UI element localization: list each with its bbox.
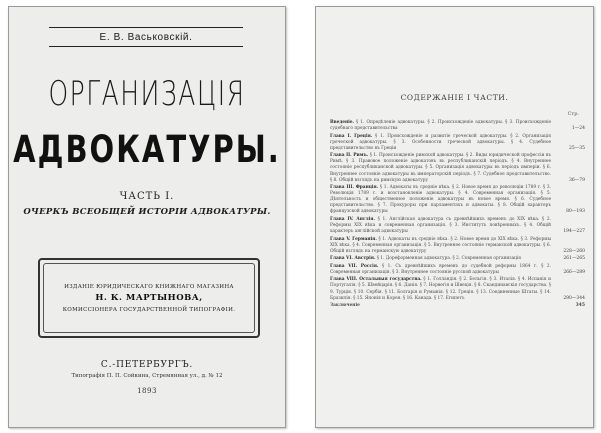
author-banner	[49, 27, 243, 47]
entry-text: § 1. Происхожденіе и развитіе греческой адвокатуры. § 2. Организація греческой адвокатуры. § 3. Особенности греческой адвокатуры. § 4. Судебное представительство въ Греціи	[330, 133, 551, 151]
part-number: ЧАСТЬ I.	[119, 191, 175, 202]
entry-pages: 228—260	[563, 248, 585, 254]
rule	[49, 46, 243, 47]
entry-heading: Глава VIII. Остальныя государства.	[330, 277, 422, 283]
entry-text: § 1. Происхожденіе римской адвокатуры. § 2. Виды юридической профессіи въ Римѣ. § 3. Правовое положеніе адвокатовъ въ республиканскій періодъ. § 4. Внутреннее состояніе республиканской адвокатуры. § 5. Организація адвокатуры въ періодъ имперіи. § 6. Внутреннее состояніе адвокатуры въ императорскій періодъ. § 7. Судебное представительство. § 8. Общій взглядъ на римскую адвокатуру	[330, 153, 551, 183]
closing-pages: 345	[575, 303, 585, 309]
publisher-frame	[38, 258, 260, 338]
contents-list	[330, 120, 585, 311]
publisher-name: Н. К. МАРТЫНОВА,	[95, 292, 203, 303]
entry-heading: Глава IV. Англія.	[330, 216, 375, 222]
entry-text: § 1. Опредѣленіе адвокатуры. § 2. Происхожденіе адвокатуры. § 3. Происхожденіе судебнаго представительства	[330, 120, 551, 132]
contents-heading: СОДЕРЖАНІЕ I ЧАСТИ.	[400, 93, 509, 102]
publisher-line-1: ИЗДАНІЕ ЮРИДИЧЕСКАГО КНИЖНАГО МАГАЗИНА	[64, 283, 234, 290]
contents-entry	[330, 134, 585, 152]
entry-pages: 36—79	[569, 177, 585, 183]
contents-entry	[330, 153, 585, 183]
entry-text: § 1. Голландія. § 2. Бельгія. § 3. Италія. § 4. Испанія и Португалія. § 5. Швейцарія. § 6. Данія. § 7. Норвегія и Швеція. § 8. Скандинавскія государства. § 9. Турція. § 10. Сербія. § 11. Болгарія и Румынія. § 12. Греція. § 13. Соединенные Штаты. § 14. Бразилія. § 15. Японія и Корея. § 16. Канада. § 17. Египетъ	[330, 277, 551, 301]
author-name: Е. В. Васьковскій.	[99, 31, 193, 43]
publisher-line-3: КОМИССІОНЕРА ГОСУДАРСТВЕННОЙ ТИПОГРАФІИ.	[62, 306, 236, 313]
entry-heading: Глава VI. Австрія.	[330, 256, 376, 262]
contents-entry	[330, 237, 585, 255]
entry-text: § 1. Дореформенная адвокатура. § 2. Современная организація	[376, 256, 521, 262]
closing-label: Заключеніе	[330, 303, 360, 309]
entry-text: § 1. Съ древнѣйшихъ временъ до судебной реформы 1864 г. § 2. Современная организація. § 3. Внутреннее состояніе русской адвокатуры	[330, 263, 552, 275]
pages-column-label: Стр.	[567, 111, 579, 117]
entry-pages: 266—289	[563, 269, 585, 275]
title-page	[8, 6, 286, 428]
contents-page	[315, 6, 594, 428]
entry-pages: 80—193	[566, 209, 585, 215]
entry-pages: 25—35	[569, 145, 585, 151]
entry-heading: Глава II. Римъ.	[330, 153, 369, 159]
entry-text: § 1. Адвокаты въ средніе вѣка. § 2. Новое время до революціи 1789 г. § 3. Революція 1789 г. и возстановленіе адвокатуры. § 4. Современная организація. § 5. Дѣятельность и общественное положеніе адвокатуры въ новое время. § 6. Судебное представительство. § 7. Прокуроры при парламентахъ и адвокаты. § 8. Общій характеръ французской адвокатуры	[330, 185, 551, 215]
publication-year: 1893	[137, 387, 157, 395]
entry-heading: Глава V. Германія.	[330, 236, 377, 242]
contents-entry	[330, 120, 585, 132]
book-title-line-1: ОРГАНИЗАЦІЯ	[48, 73, 246, 114]
entry-pages: 290—344	[563, 295, 585, 301]
entry-heading: Глава III. Франція.	[330, 185, 379, 191]
printer-line: Типографія П. П. Сойкина, Стремянная ул., д. № 12	[71, 373, 223, 379]
entry-text: § 1. Англійская адвокатура съ древнѣйшихъ временъ до XIX вѣка. § 2. Реформы XIX вѣка и современная организація. § 3. Институтъ повѣренныхъ. § 4. Общій характеръ англійской адвокатуры	[330, 216, 551, 235]
contents-entry	[330, 264, 585, 276]
contents-entry	[330, 217, 585, 235]
entry-heading: Глава I. Греція.	[330, 133, 373, 139]
book-title-line-2: АДВОКАТУРЫ.	[13, 126, 281, 172]
entry-heading: Глава VII. Россія.	[330, 263, 379, 269]
contents-entry	[330, 277, 585, 301]
publisher-frame-inner	[43, 263, 255, 333]
contents-entry	[330, 185, 585, 215]
entry-pages: 194—227	[563, 229, 585, 235]
publication-city: С.-ПЕТЕРБУРГЪ.	[100, 360, 194, 370]
entry-text: § 1. Адвокаты въ средніе вѣка. § 2. Новое время до XIX вѣка. § 3. Реформы XIX вѣка. § 4. Современная организація. § 5. Внутреннее состояніе германской адвокатуры. § 6. Общій взглядъ на германскую адвокатуру	[330, 236, 551, 254]
book-subtitle: ОЧЕРКЪ ВСЕОБЩЕЙ ИСТОРІИ АДВОКАТУРЫ.	[23, 207, 271, 217]
contents-entry	[330, 256, 585, 262]
rule	[49, 27, 243, 28]
contents-entry-closing	[330, 303, 585, 309]
entry-heading: Введеніе.	[330, 120, 354, 125]
entry-pages: 1—24	[571, 126, 585, 132]
entry-pages: 261—265	[563, 256, 585, 262]
